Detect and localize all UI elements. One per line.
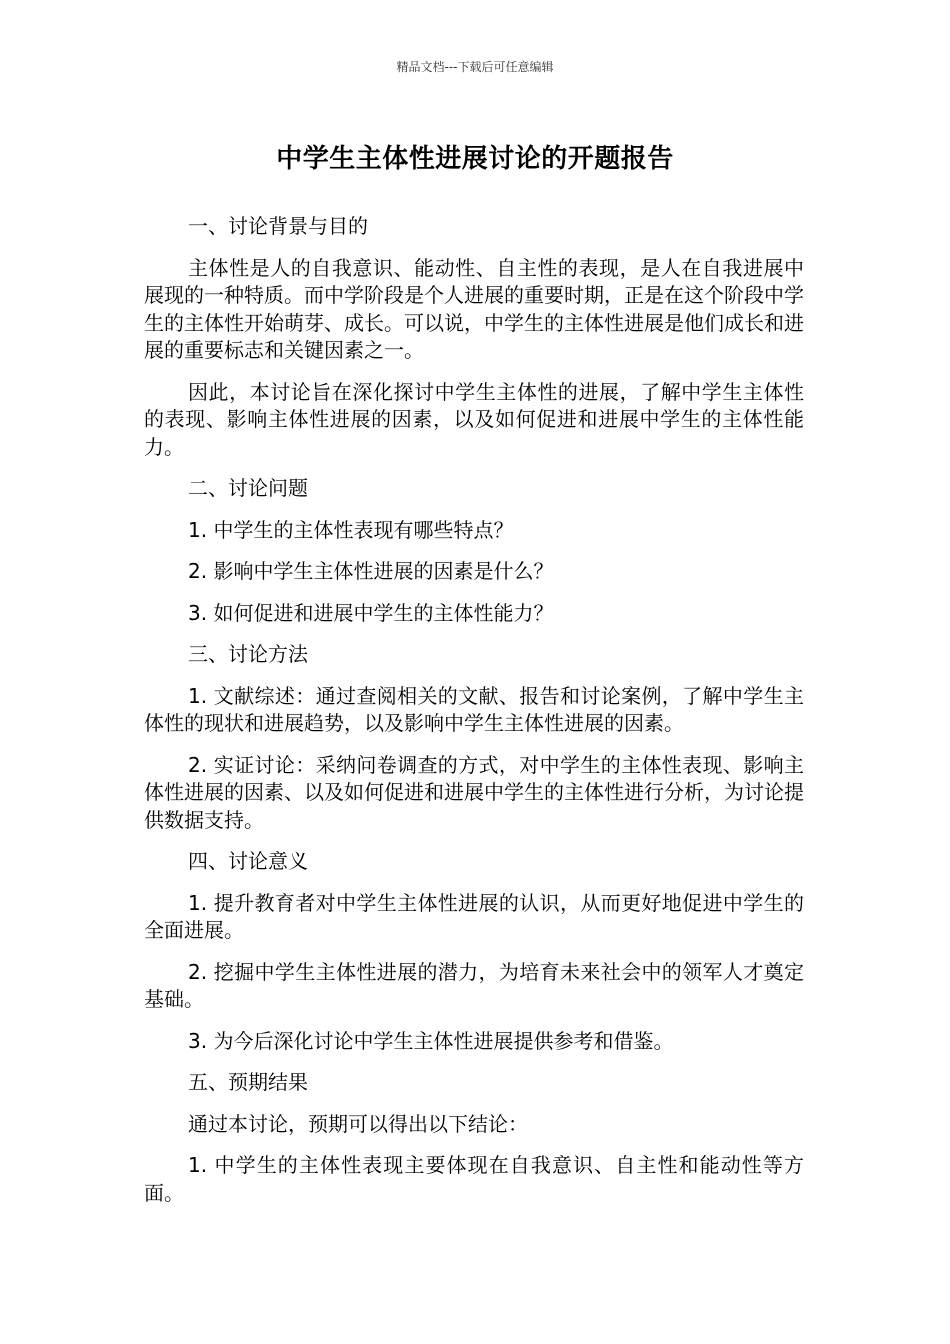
- list-item: 3. 为今后深化讨论中学生主体性进展提供参考和借鉴。: [188, 1028, 674, 1053]
- list-item: 1. 文献综述：通过查阅相关的文献、报告和讨论案例，了解中学生主体性的现状和进展趋势，以及影响中学生主体性进展的因素。: [144, 683, 804, 735]
- document-body: [144, 213, 804, 1221]
- section-heading-expected-results: 五、预期结果: [188, 1070, 308, 1094]
- list-item: 1. 中学生的主体性表现有哪些特点？: [188, 517, 514, 542]
- list-item: 1. 提升教育者对中学生主体性进展的认识，从而更好地促进中学生的全面进展。: [144, 890, 804, 942]
- list-item: 3. 如何促进和进展中学生的主体性能力？: [188, 600, 554, 625]
- section-heading-methods: 三、讨论方法: [188, 642, 308, 666]
- section-heading-questions: 二、讨论问题: [188, 476, 308, 500]
- document-title: 中学生主体性进展讨论的开题报告: [276, 144, 674, 174]
- header-note: 精品文档---下载后可任意编辑: [396, 60, 554, 74]
- list-item: 2. 挖掘中学生主体性进展的潜力，为培育未来社会中的领军人才奠定基础。: [144, 959, 804, 1011]
- paragraph: 主体性是人的自我意识、能动性、自主性的表现，是人在自我进展中展现的一种特质。而中学阶段是个人进展的重要时期，正是在这个阶段中学生的主体性开始萌芽、成长。可以说，中学生的主体性进展是他们成长和进展的重要标志和关键因素之一。: [144, 255, 804, 362]
- list-item: 2. 实证讨论：采纳问卷调查的方式，对中学生的主体性表现、影响主体性进展的因素、以及如何促进和进展中学生的主体性进行分析，为讨论提供数据支持。: [144, 752, 804, 832]
- section-heading-background: 一、讨论背景与目的: [188, 214, 368, 238]
- paragraph: 因此，本讨论旨在深化探讨中学生主体性的进展，了解中学生主体性的表现、影响主体性进展的因素，以及如何促进和进展中学生的主体性能力。: [144, 379, 804, 459]
- list-item: 2. 影响中学生主体性进展的因素是什么？: [188, 559, 554, 583]
- list-item: 1. 中学生的主体性表现主要体现在自我意识、自主性和能动性等方面。: [144, 1153, 804, 1205]
- paragraph: 通过本讨论，预期可以得出以下结论：: [188, 1111, 528, 1136]
- section-heading-significance: 四、讨论意义: [188, 849, 308, 873]
